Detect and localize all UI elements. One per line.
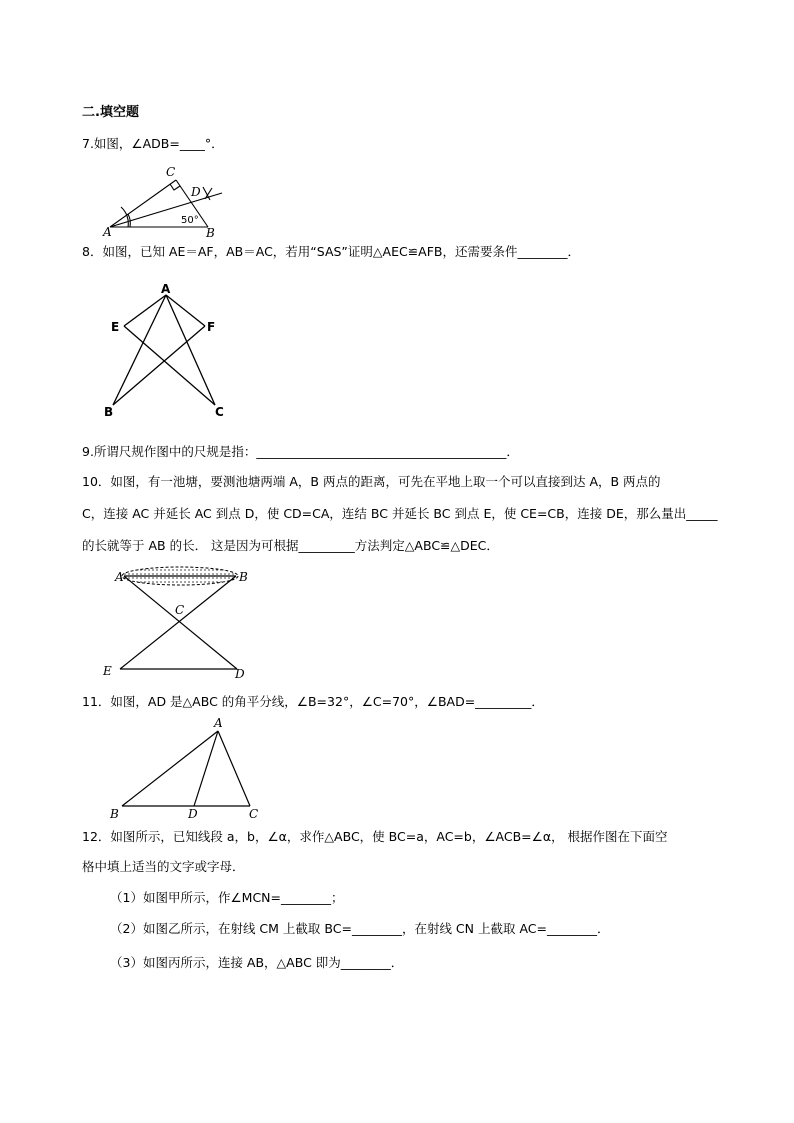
fig8-label-F: F bbox=[207, 320, 216, 334]
fig7-angle-label: 50° bbox=[181, 215, 199, 226]
question-11-text: 11．如图，AD 是△ABC 的角平分线，∠B=32°，∠C=70°，∠BAD=_________． bbox=[82, 694, 544, 709]
fig8-label-C: C bbox=[215, 405, 224, 419]
question-8-text: 8．如图，已知 AE＝AF，AB＝AC，若用“SAS”证明△AEC≌AFB，还需要条件________． bbox=[82, 244, 580, 259]
question-7-text: 7.如图，∠ADB=____°． bbox=[82, 136, 224, 151]
fig10-label-E: E bbox=[103, 664, 112, 678]
fig10-label-C: C bbox=[175, 603, 185, 617]
fig8-label-E: E bbox=[111, 320, 120, 334]
fig10-label-A: A bbox=[115, 570, 124, 584]
question-10-line-2: C，连接 AC 并延长 AC 到点 D，使 CD=CA，连结 BC 并延长 BC 到点 E，使 CE=CB，连接 DE，那么量出_____ bbox=[82, 506, 718, 521]
question-12-step-2: （2）如图乙所示，在射线 CM 上截取 BC=________，在射线 CN 上截取 AC=________． bbox=[110, 921, 610, 936]
fig10-label-D: D bbox=[235, 667, 245, 681]
fig7-label-C: C bbox=[166, 165, 176, 179]
question-12-line-2: 格中填上适当的文字或字母． bbox=[82, 859, 245, 874]
question-12-line-1: 12．如图所示，已知线段 a，b，∠α，求作△ABC，使 BC=a，AC=b，∠ACB=∠α， 根据作图在下面空 bbox=[82, 829, 668, 844]
question-12-step-1: （1）如图甲所示，作∠MCN=________； bbox=[110, 890, 344, 905]
fig11-label-B: B bbox=[110, 807, 119, 821]
fig11-label-C: C bbox=[249, 807, 259, 821]
fig11-label-D: D bbox=[188, 807, 198, 821]
fig7-label-A: A bbox=[103, 225, 112, 239]
fig8-label-A: A bbox=[161, 282, 171, 296]
question-10-line-1: 10．如图，有一池塘，要测池塘两端 A，B 两点的距离，可先在平地上取一个可以直接到达 A，B 两点的 bbox=[82, 474, 661, 489]
question-10-line-3: 的长就等于 AB 的长． 这是因为可根据_________方法判定△ABC≌△DEC． bbox=[82, 538, 499, 553]
fig7-label-B: B bbox=[206, 226, 215, 240]
question-9-text: 9.所谓尺规作图中的尺规是指：________________________________________． bbox=[82, 444, 519, 459]
section-title: 二.填空题 bbox=[82, 105, 139, 120]
fig11-label-A: A bbox=[214, 716, 223, 730]
fig7-label-D: D bbox=[191, 185, 201, 199]
fig8-label-B: B bbox=[104, 405, 114, 419]
question-12-step-3: （3）如图丙所示，连接 AB，△ABC 即为________． bbox=[110, 955, 404, 970]
fig10-label-B: B bbox=[239, 570, 248, 584]
